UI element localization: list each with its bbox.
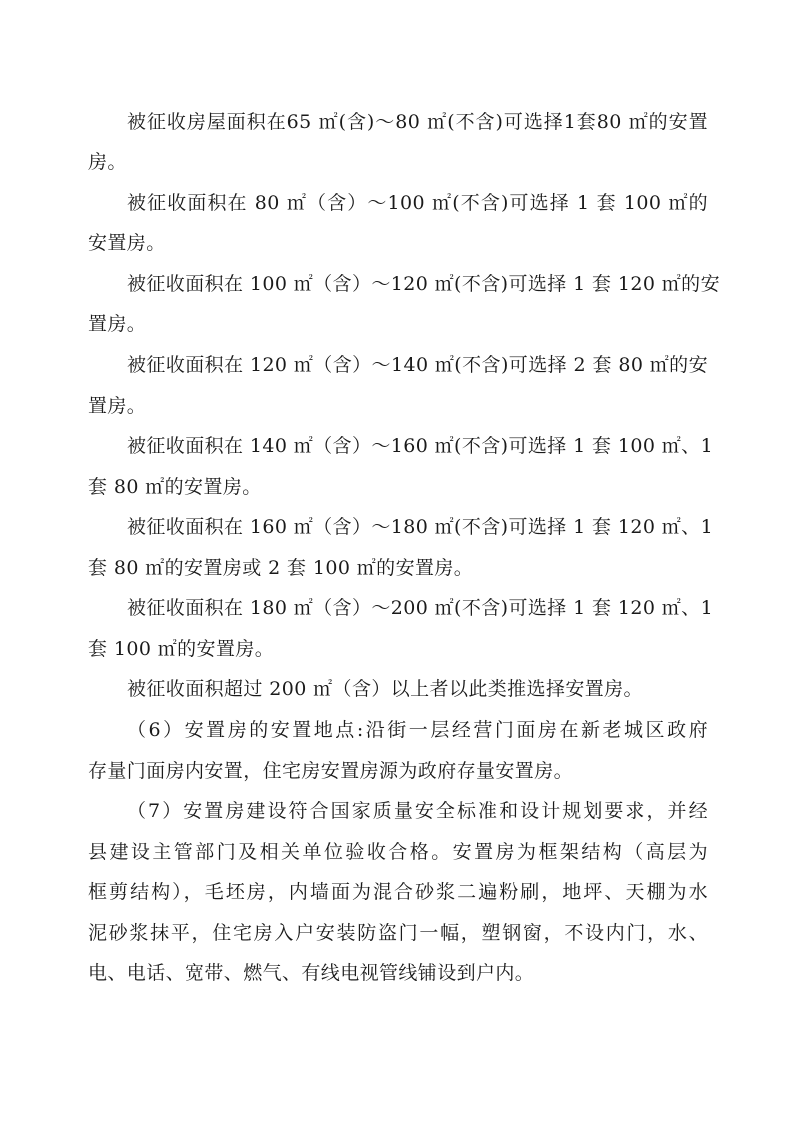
paragraph-line: 套 80 ㎡的安置房或 2 套 100 ㎡的安置房。	[88, 557, 474, 579]
paragraph-line: 存量门面房内安置，住宅房安置房源为政府存量安置房。	[88, 760, 574, 782]
paragraph-line: 安置房。	[88, 232, 166, 254]
paragraph-line: （7）安置房建设符合国家质量安全标准和设计规划要求，并经	[127, 800, 708, 822]
paragraph-line: 置房。	[88, 395, 147, 417]
paragraph-line: 框剪结构），毛坯房，内墙面为混合砂浆二遍粉刷，地坪、天棚为水	[88, 881, 708, 903]
paragraph-line: 被征收面积在 100 ㎡（含）～120 ㎡(不含)可选择 1 套 120 ㎡的安	[127, 273, 720, 295]
paragraph-line: 被征收房屋面积在65 ㎡(含)～80 ㎡(不含)可选择1套80 ㎡的安置	[127, 111, 708, 133]
paragraph-line: 被征收面积超过 200 ㎡（含）以上者以此类推选择安置房。	[127, 678, 643, 700]
paragraph-line: 泥砂浆抹平，住宅房入户安装防盗门一幅，塑钢窗，不设内门，水、	[88, 922, 708, 944]
paragraph-line: 套 80 ㎡的安置房。	[88, 476, 262, 498]
paragraph-line: 置房。	[88, 313, 147, 335]
paragraph-line: 被征收面积在 120 ㎡（含）～140 ㎡(不含)可选择 2 套 80 ㎡的安	[127, 354, 708, 376]
paragraph-line: 被征收面积在 140 ㎡（含）～160 ㎡(不含)可选择 1 套 100 ㎡、1	[127, 435, 714, 457]
paragraph-line: 套 100 ㎡的安置房。	[88, 638, 275, 660]
paragraph-line: （6）安置房的安置地点:沿街一层经营门面房在新老城区政府	[127, 719, 708, 741]
paragraph-line: 县建设主管部门及相关单位验收合格。安置房为框架结构（高层为	[88, 841, 708, 863]
paragraph-line: 被征收面积在 180 ㎡（含）～200 ㎡(不含)可选择 1 套 120 ㎡、1	[127, 597, 714, 619]
paragraph-line: 房。	[88, 151, 127, 173]
paragraph-line: 被征收面积在 80 ㎡（含）～100 ㎡(不含)可选择 1 套 100 ㎡的	[127, 192, 708, 214]
paragraph-line: 被征收面积在 160 ㎡（含）～180 ㎡(不含)可选择 1 套 120 ㎡、1	[127, 516, 714, 538]
paragraph-line: 电、电话、宽带、燃气、有线电视管线铺设到户内。	[88, 962, 535, 984]
